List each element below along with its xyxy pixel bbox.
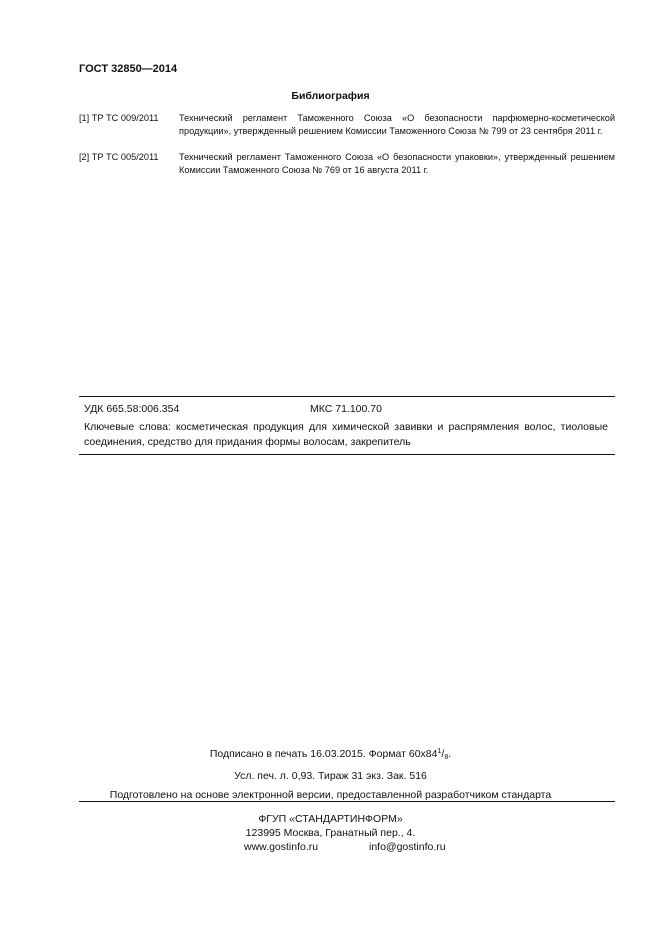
publisher-name: ФГУП «СТАНДАРТИНФОРМ» xyxy=(258,813,403,825)
signed-for-print xyxy=(0,748,661,761)
standard-id: ГОСТ 32850—2014 xyxy=(79,63,178,75)
reference-code: [1] ТР ТС 009/2011 xyxy=(79,113,159,123)
bibliography-reference xyxy=(79,112,615,137)
signed-suffix: . xyxy=(448,748,452,760)
reference-text: Технический регламент Таможенного Союза «О безопасности упаковки», утвержденный решением Комиссии Таможенного Союза № 769 от 16 августа 2011 г. xyxy=(179,152,615,175)
prepared-note: Подготовлено на основе электронной версии, предоставленной разработчиком стандарта xyxy=(109,789,552,801)
publisher-email[interactable]: info@gostinfo.ru xyxy=(369,841,446,853)
print-details: Усл. печ. л. 0,93. Тираж 31 экз. Зак. 516 xyxy=(234,770,427,782)
imprint-rule xyxy=(79,801,615,802)
signed-prefix: Подписано в печать 16.03.2015. Формат 60х84 xyxy=(209,748,438,760)
format-denominator: 8 xyxy=(444,754,449,761)
publisher-website[interactable]: www.gostinfo.ru xyxy=(244,841,319,853)
bibliography-title: Библиография xyxy=(291,90,370,102)
classification-top-rule xyxy=(79,396,615,397)
publisher-address: 123995 Москва, Гранатный пер., 4. xyxy=(245,827,416,839)
reference-code: [2] ТР ТС 005/2011 xyxy=(79,152,159,162)
keywords: Ключевые слова: косметическая продукция для химической завивки и распрямления волос, тиоловые соединения, средство для придания формы волосам, закрепитель xyxy=(84,421,608,448)
udk-code: УДК 665.58:006.354 xyxy=(84,403,180,415)
classification-bottom-rule xyxy=(79,454,615,455)
format-slash: / xyxy=(441,748,445,760)
format-numerator: 1 xyxy=(437,748,442,755)
reference-text: Технический регламент Таможенного Союза «О безопасности парфюмерно-косметической продукции», утвержденный решением Комиссии Таможенного Союза № 799 от 23 сентября 2011 г. xyxy=(179,113,615,136)
mks-code: МКС 71.100.70 xyxy=(310,403,382,415)
bibliography-reference xyxy=(79,151,615,176)
